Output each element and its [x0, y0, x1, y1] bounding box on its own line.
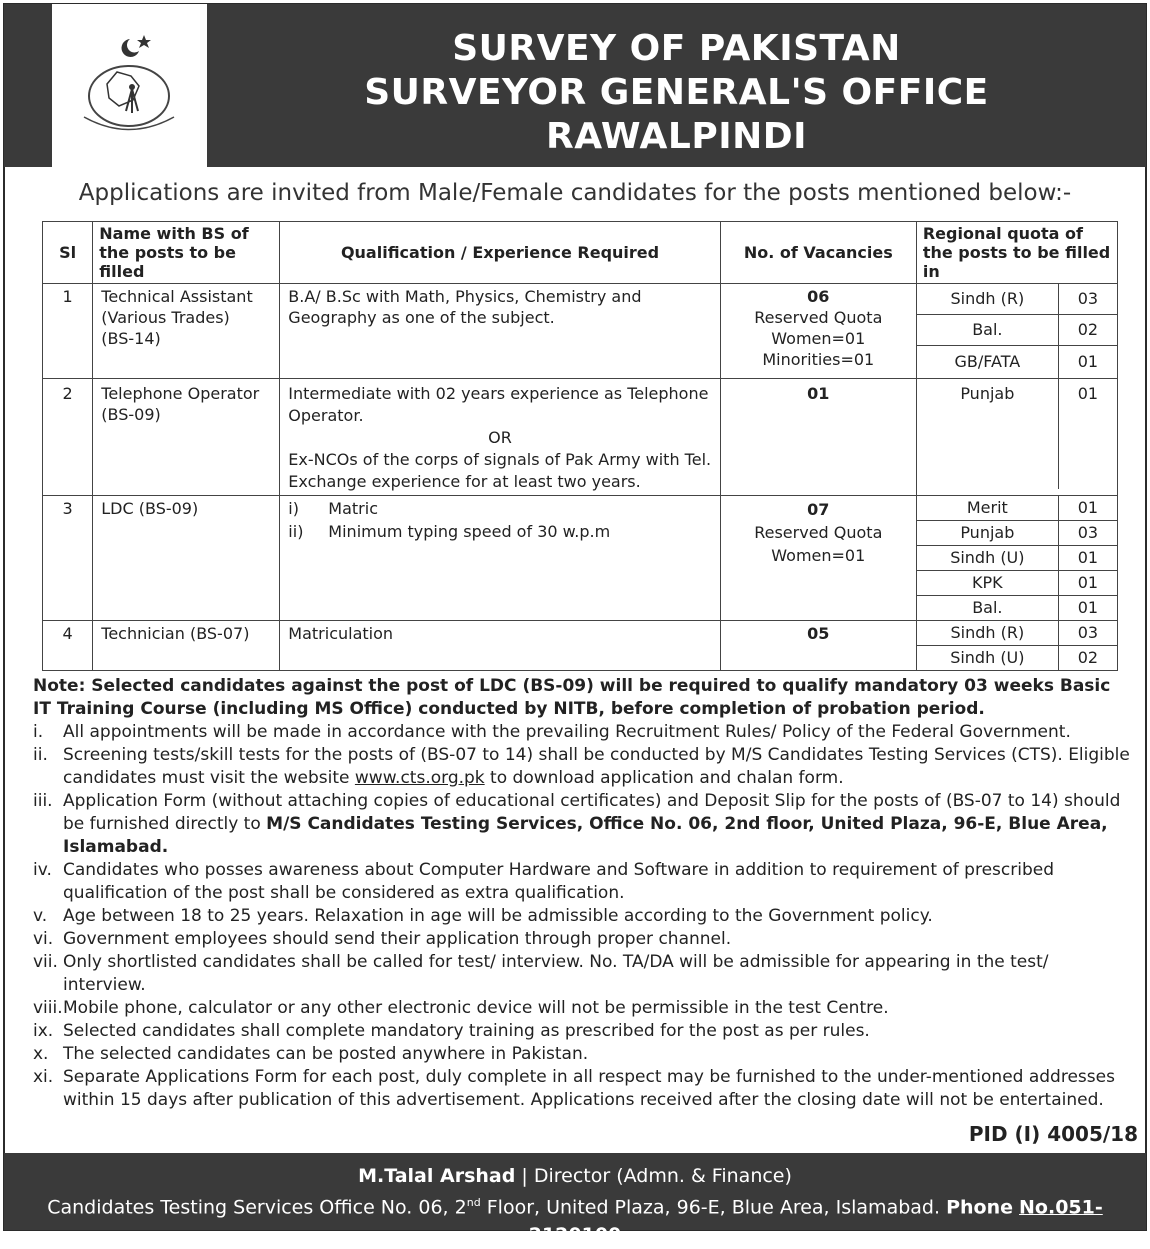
post-name-line: Telephone Operator [101, 384, 260, 403]
item-text-part: to download application and chalan form. [484, 768, 844, 788]
quota-region: Punjab [917, 521, 1059, 546]
qualification-option: Ex-NCOs of the corps of signals of Pak Army with Tel. Exchange experience for at least two years. [288, 450, 712, 491]
qualification-item [288, 498, 711, 519]
quota-region: KPK [917, 571, 1059, 596]
list-item [33, 1020, 1133, 1043]
header-quota: Regional quota of the posts to be filled in [916, 222, 1117, 284]
quota-count: 03 [1058, 284, 1117, 315]
quota-region: Merit [917, 496, 1059, 521]
quota-region: GB/FATA [917, 346, 1059, 379]
quota-count: 01 [1077, 598, 1099, 617]
quota-row [917, 315, 1117, 346]
row-post-name [93, 496, 280, 621]
item-text [63, 744, 1133, 790]
row-sl: 2 [43, 379, 93, 496]
item-number: vii. [33, 952, 58, 972]
item-number: ix. [33, 1021, 54, 1041]
quota-row [917, 521, 1117, 546]
list-item [33, 721, 1133, 744]
signatory-title: | Director (Admn. & Finance) [515, 1165, 792, 1187]
item-text: Matric [328, 499, 378, 518]
row-quota [916, 496, 1117, 621]
row-qualification [280, 379, 720, 496]
table-header-row [43, 222, 1118, 284]
item-text: Separate Applications Form for each post, duly complete in all respect may be furnished to the under-mentioned addresses within 15 days after publication of this advertisement. Applications received after the closing date will not be entertained. [63, 1067, 1115, 1110]
signatory [4, 1163, 1146, 1189]
quota-row [917, 546, 1117, 571]
intro-text: Applications are invited from Male/Female candidates for the posts mentioned below:- [78, 180, 1072, 206]
quota-row [917, 496, 1117, 521]
list-item [33, 1066, 1133, 1112]
quota-row [917, 646, 1117, 671]
address-superscript: nd [466, 1196, 481, 1209]
item-number: vi. [33, 929, 54, 949]
header-qual: Qualification / Experience Required [280, 222, 720, 284]
qualification-option: Intermediate with 02 years experience as Telephone Operator. [288, 384, 709, 425]
post-name-line: Technician (BS-07) [101, 624, 250, 643]
row-post-name [93, 379, 280, 496]
vacancy-note: Minorities=01 [762, 350, 875, 369]
item-text: Government employees should send their application through proper channel. [63, 929, 732, 949]
row-quota [916, 379, 1117, 496]
table-row [43, 496, 1118, 621]
item-text [63, 790, 1133, 859]
quota-table [917, 284, 1117, 378]
contact-address [4, 1189, 1146, 1249]
quota-table [917, 379, 1117, 489]
header-vacancies: No. of Vacancies [720, 222, 916, 284]
survey-of-pakistan-emblem-icon [72, 29, 187, 144]
row-post-name [93, 621, 280, 671]
quota-region: Punjab [917, 379, 1059, 489]
quota-row [917, 379, 1117, 489]
quota-count: 02 [1058, 315, 1117, 346]
item-text: Age between 18 to 25 years. Relaxation in age will be admissible according to the Government policy. [63, 906, 933, 926]
quota-row [917, 571, 1117, 596]
vacancy-count: 07 [807, 500, 830, 519]
vacancy-note: Women=01 [771, 329, 866, 348]
item-text-part: Application Form (without attaching copies of educational certificates) and Deposit Slip for the posts of (BS-07 to 14) should be furnished directly to [63, 791, 1121, 834]
row-vacancies [720, 621, 916, 671]
item-text: Selected candidates shall complete mandatory training as prescribed for the post as per rules. [63, 1021, 870, 1041]
quota-row [917, 346, 1117, 379]
vacancy-count: 06 [807, 287, 830, 306]
item-number: i. [33, 722, 44, 742]
list-item [33, 928, 1133, 951]
list-item [33, 905, 1133, 928]
quota-count: 01 [1077, 352, 1099, 371]
item-number: ii) [288, 522, 304, 541]
list-item [33, 951, 1133, 997]
quota-count: 01 [1058, 496, 1117, 521]
row-qualification [280, 496, 720, 621]
phone-number: No.051-2120100 [528, 1196, 1103, 1247]
quota-count: 03 [1058, 621, 1117, 646]
city-name: RAWALPINDI [545, 116, 808, 157]
table-row [43, 379, 1118, 496]
list-item [33, 744, 1133, 790]
header-sl: Sl [43, 222, 93, 284]
item-text: All appointments will be made in accordance with the prevailing Recruitment Rules/ Policy of the Federal Government. [63, 722, 1071, 742]
header-title [207, 4, 1146, 167]
row-vacancies [720, 284, 916, 379]
row-sl: 4 [43, 621, 93, 671]
row-qualification: B.A/ B.Sc with Math, Physics, Chemistry and Geography as one of the subject. [280, 284, 720, 379]
row-qualification: Matriculation [280, 621, 720, 671]
item-text: Only shortlisted candidates shall be called for test/ interview. No. TA/DA will be admissible for appearing in the test/ interview. [63, 952, 1049, 995]
office-name: SURVEYOR GENERAL'S OFFICE [364, 72, 989, 113]
post-name-line: Technical Assistant [101, 287, 253, 306]
quota-count: 01 [1058, 546, 1117, 571]
item-number: xi. [33, 1067, 54, 1087]
item-text: Mobile phone, calculator or any other electronic device will not be permissible in the test Centre. [63, 998, 889, 1018]
quota-row [917, 284, 1117, 315]
list-item [33, 859, 1133, 905]
quota-row [917, 596, 1117, 621]
pid-number: PID (I) 4005/18 [968, 1122, 1138, 1146]
row-vacancies [720, 496, 916, 621]
footer-banner [4, 1153, 1146, 1247]
vacancy-note: Reserved Quota [754, 523, 883, 542]
row-quota [916, 284, 1117, 379]
post-name-line: (Various Trades) [101, 308, 230, 327]
table-row [43, 621, 1118, 671]
row-sl: 1 [43, 284, 93, 379]
item-text-part: Screening tests/skill tests for the posts of (BS-07 to 14) shall be conducted by M/S Candidates Testing Services (CTS). Eligible candidates must visit the website [63, 745, 1130, 788]
row-sl: 3 [43, 496, 93, 621]
post-name-line: (BS-09) [101, 405, 161, 424]
item-text: Candidates who posses awareness about Computer Hardware and Software in addition to requirement of prescribed qualification of the post shall be considered as extra qualification. [63, 860, 1054, 903]
item-number: ii. [33, 745, 48, 765]
quota-count: 03 [1058, 521, 1117, 546]
vacancy-note: Women=01 [771, 546, 866, 565]
row-vacancies [720, 379, 916, 496]
list-item [33, 997, 1133, 1020]
post-name-line: LDC (BS-09) [101, 499, 199, 518]
cts-website-link[interactable]: www.cts.org.pk [354, 768, 485, 788]
vacancy-note: Reserved Quota [754, 308, 883, 327]
post-name-line: (BS-14) [101, 329, 161, 348]
item-number: v. [33, 906, 48, 926]
org-name: SURVEY OF PAKISTAN [452, 28, 901, 69]
qualification-or: OR [488, 428, 512, 447]
address-part: Candidates Testing Services Office No. 06, 2 [47, 1196, 467, 1219]
quota-region: Sindh (R) [917, 621, 1059, 646]
quota-region: Sindh (U) [917, 546, 1059, 571]
vacancy-count: 01 [807, 384, 830, 403]
quota-region: Bal. [917, 315, 1059, 346]
quota-region: Sindh (U) [917, 646, 1059, 671]
row-quota [916, 621, 1117, 671]
address-part: Floor, United Plaza, 96-E, Blue Area, Islamabad. [480, 1196, 947, 1219]
item-number: viii. [33, 998, 63, 1018]
header-name: Name with BS of the posts to be filled [93, 222, 280, 284]
posts-table [42, 221, 1118, 671]
vacancy-count: 05 [807, 624, 830, 643]
phone-label: Phone [946, 1196, 1013, 1219]
quota-region: Sindh (R) [917, 284, 1059, 315]
item-number: iii. [33, 791, 53, 811]
cts-address: M/S Candidates Testing Services, Office No. 06, 2nd floor, United Plaza, 96-E, Blue Area, Islamabad. [63, 814, 1108, 857]
quota-count: 02 [1077, 648, 1099, 667]
quota-table [917, 496, 1117, 620]
logo [52, 4, 207, 167]
table-row [43, 284, 1118, 379]
item-text: Minimum typing speed of 30 w.p.m [328, 522, 611, 541]
lDC-training-note: Note: Selected candidates against the post of LDC (BS-09) will be required to qualify mandatory 03 weeks Basic IT Training Course (including MS Office) conducted by NITB, before completion of probation period. [33, 676, 1111, 719]
item-number: iv. [33, 860, 52, 880]
signatory-name: M.Talal Arshad [358, 1165, 516, 1187]
qualification-item [288, 521, 711, 542]
item-number: i) [288, 499, 299, 518]
notes-section [33, 675, 1133, 1112]
item-text: The selected candidates can be posted anywhere in Pakistan. [63, 1044, 589, 1064]
quota-table [917, 621, 1117, 670]
list-item [33, 790, 1133, 859]
quota-count: 01 [1058, 571, 1117, 596]
item-number: x. [33, 1044, 49, 1064]
quota-row [917, 621, 1117, 646]
list-item [33, 1043, 1133, 1066]
quota-count: 01 [1077, 384, 1099, 403]
quota-region: Bal. [917, 596, 1059, 621]
row-post-name [93, 284, 280, 379]
